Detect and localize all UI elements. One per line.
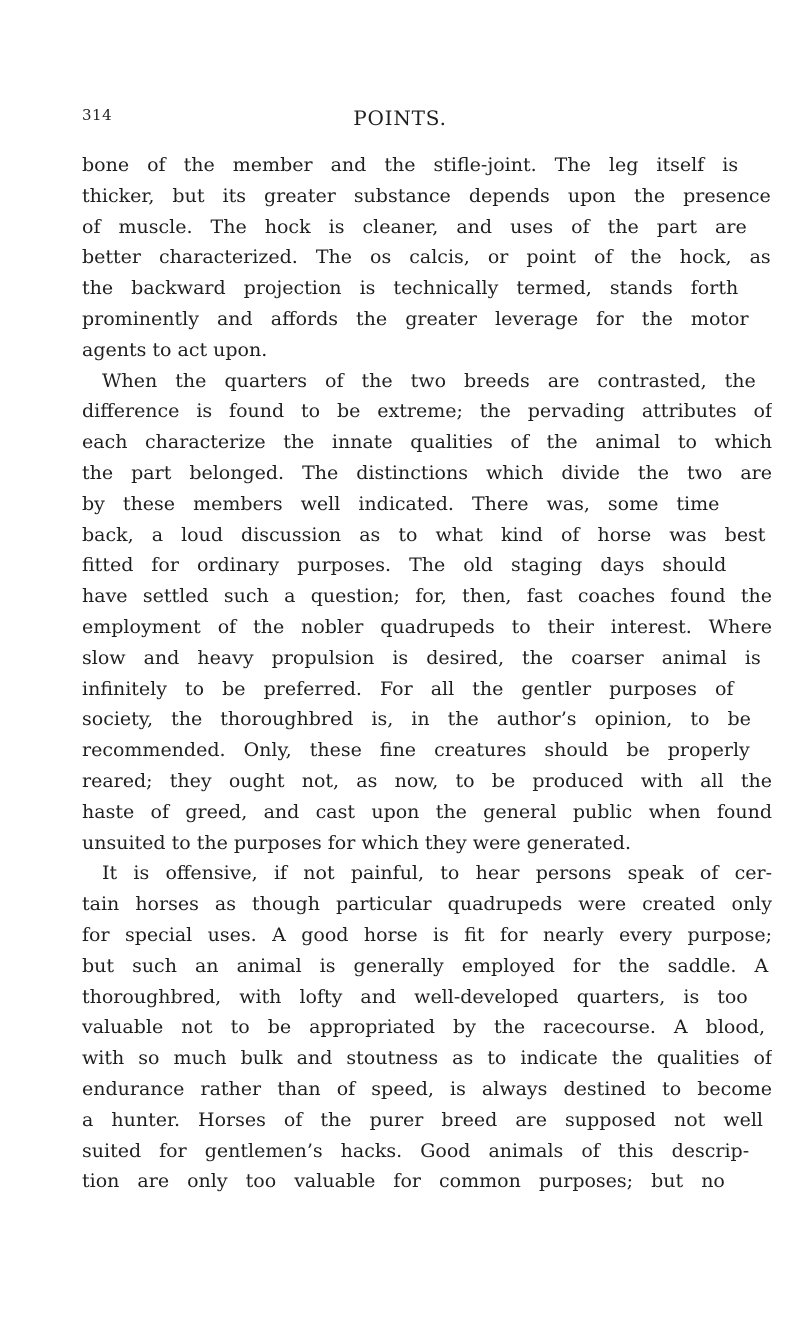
text-line: thicker, but its greater substance depends upon the presence [82, 184, 771, 207]
text-line: tain horses as though particular quadrupeds were created only [82, 893, 772, 916]
text-line: the backward projection is technically termed, stands forth [82, 277, 739, 300]
text-line: better characterized. The os calcis, or point of the hock, as [82, 246, 771, 269]
body-text [82, 150, 772, 1197]
text-line: unsuited to the purposes for which they were generated. [82, 831, 631, 854]
text-line: employment of the nobler quadrupeds to their interest. Where [82, 615, 772, 638]
text-line: bone of the member and the stifle-joint. The leg itself is [82, 154, 739, 176]
text-line: It is offensive, if not painful, to hear persons speak of cer- [102, 862, 772, 885]
text-line: each characterize the innate qualities of the animal to which [82, 431, 772, 454]
text-line: agents to act upon. [82, 338, 268, 361]
text-line: prominently and affords the greater leverage for the motor [82, 307, 749, 330]
text-line: society, the thoroughbred is, in the author’s opinion, to be [82, 708, 751, 731]
text-line: of muscle. The hock is cleaner, and uses of the part are [82, 215, 747, 238]
text-line: suited for gentlemen’s hacks. Good animals of this descrip- [82, 1139, 750, 1162]
text-line: When the quarters of the two breeds are contrasted, the [102, 369, 756, 392]
text-line: thoroughbred, with lofty and well-developed quarters, is too [82, 985, 748, 1008]
text-line: a hunter. Horses of the purer breed are supposed not well [82, 1108, 764, 1131]
text-line: with so much bulk and stoutness as to indicate the qualities of [82, 1047, 772, 1070]
text-line: for special uses. A good horse is fit for nearly every purpose; [82, 923, 772, 946]
page-number: 314 [82, 106, 113, 124]
running-head: POINTS. [353, 106, 447, 130]
text-line: but such an animal is generally employed for the saddle. A [82, 954, 769, 977]
text-line: tion are only too valuable for common purposes; but no [82, 1170, 725, 1193]
text-line: slow and heavy propulsion is desired, the coarser animal is [82, 646, 761, 669]
text-line: by these members well indicated. There was, some time [82, 492, 720, 515]
text-line: reared; they ought not, as now, to be produced with all the [82, 769, 772, 792]
text-line: the part belonged. The distinctions which divide the two are [82, 461, 772, 484]
text-line: endurance rather than of speed, is always destined to become [82, 1077, 772, 1100]
text-line: recommended. Only, these fine creatures should be properly [82, 739, 750, 762]
text-line: haste of greed, and cast upon the general public when found [82, 800, 772, 823]
text-line: have settled such a question; for, then, fast coaches found the [82, 585, 772, 608]
text-line: back, a loud discussion as to what kind of horse was best [82, 523, 766, 546]
text-line: difference is found to be extreme; the pervading attributes of [82, 400, 772, 423]
text-line: valuable not to be appropriated by the racecourse. A blood, [82, 1016, 765, 1039]
text-line: infinitely to be preferred. For all the gentler purposes of [82, 677, 734, 700]
text-line: fitted for ordinary purposes. The old staging days should [82, 554, 727, 577]
